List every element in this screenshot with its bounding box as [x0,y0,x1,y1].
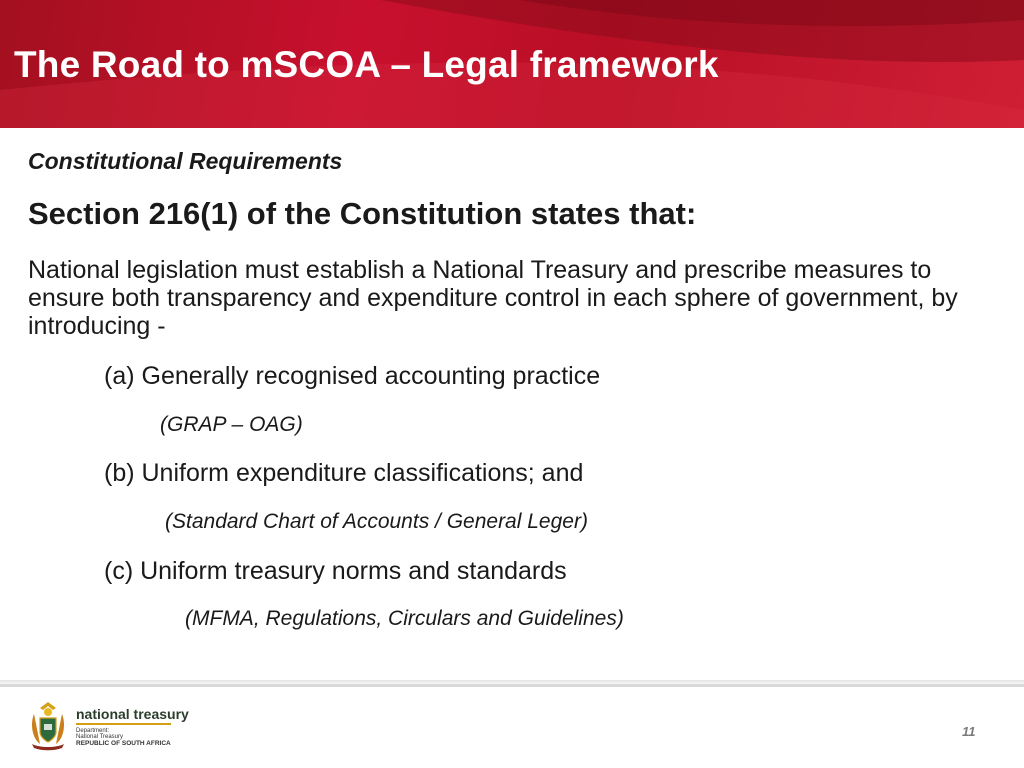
coat-of-arms-icon [26,698,70,752]
list-item-c: (c) Uniform treasury norms and standards [104,557,567,585]
slide-subtitle: Constitutional Requirements [28,148,343,174]
slide-title: The Road to mSCOA – Legal framework [14,44,719,85]
list-item-b: (b) Uniform expenditure classifications; and [104,459,584,487]
logo-brand-text: national treasury [76,706,189,722]
logo-line-3: REPUBLIC OF SOUTH AFRICA [76,740,171,747]
section-heading: Section 216(1) of the Constitution states that: [28,196,697,231]
footer-divider-lower [0,684,1024,687]
list-note-c: (MFMA, Regulations, Circulars and Guidelines) [185,607,624,630]
list-item-a: (a) Generally recognised accounting practice [104,362,601,390]
list-note-b: (Standard Chart of Accounts / General Leger) [165,510,588,533]
page-number: 11 [962,724,976,739]
logo-line-2: National Treasury [76,734,124,740]
logo-line-1: Department: [76,728,110,734]
intro-paragraph: National legislation must establish a National Treasury and prescribe measures to ensure both transparency and expenditure control in each sphere of government, by introducing - [28,256,958,340]
header-banner [0,0,1024,128]
list-note-a: (GRAP – OAG) [160,413,303,436]
national-treasury-logo [26,698,189,752]
logo-underline [76,723,171,725]
